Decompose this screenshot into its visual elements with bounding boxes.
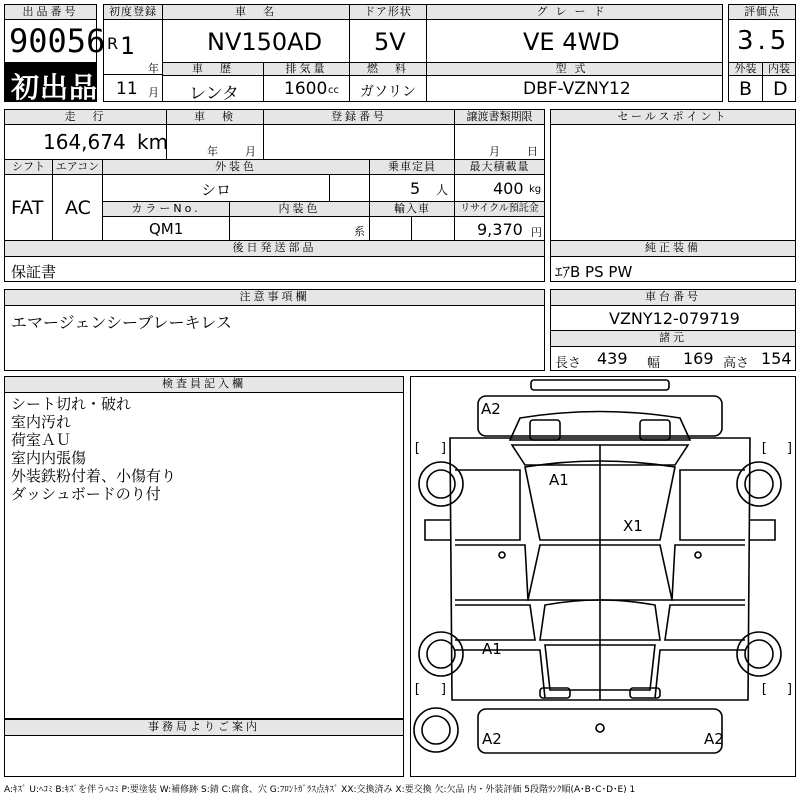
max-load: 400 — [493, 179, 524, 198]
exterior-header: 外装 — [728, 62, 763, 76]
office-header: 事務局よりご案内 — [4, 719, 404, 736]
door-type-cell — [349, 19, 427, 63]
reg-number-header: 登録番号 — [263, 109, 455, 125]
score-cell — [728, 19, 796, 63]
interior-grade: D — [773, 78, 788, 100]
inspector-note: 荷室ＡＵ — [11, 431, 72, 449]
capacity-cell: 5 人 — [369, 174, 455, 202]
genuine-equipment: ｴｱB PS PW — [555, 263, 633, 281]
fuel-cell — [349, 75, 427, 102]
notes: エマージェンシーブレーキレス — [11, 313, 232, 332]
notes-cell — [4, 305, 545, 371]
grade: VE 4WD — [523, 28, 620, 56]
recycle-cell: 9,370 円 — [454, 216, 545, 241]
sales-point-header: セールスポイント — [550, 109, 796, 125]
capacity-header: 乗車定員 — [369, 159, 455, 175]
aircon-cell — [52, 174, 103, 241]
svg-text:[: [ — [413, 441, 421, 456]
history-cell — [162, 75, 264, 102]
grade-cell — [426, 19, 723, 63]
damage-mark-a2-bottom-left: A2 — [482, 730, 502, 748]
first-registration-header: 初度登録 — [103, 4, 163, 20]
inspector-note: 外装鉄粉付着、小傷有り — [11, 467, 177, 485]
svg-text:[: [ — [760, 441, 768, 456]
reg-month-cell: 11 月 — [103, 74, 163, 102]
shift-header: シフト — [4, 159, 53, 175]
sales-point-cell — [550, 124, 796, 241]
inspection-header: 車 検 — [166, 109, 264, 125]
damage-mark-a1-lower: A1 — [482, 640, 502, 658]
chassis-number: VZNY12-079719 — [609, 309, 740, 328]
reg-era: R — [107, 34, 119, 53]
damage-mark-x1: X1 — [623, 517, 643, 535]
max-load-header: 最大積載量 — [454, 159, 545, 175]
inspector-header: 検査員記入欄 — [4, 376, 404, 393]
car-name-cell — [162, 19, 350, 63]
mileage-header: 走 行 — [4, 109, 167, 125]
office-cell — [4, 735, 404, 777]
aircon: AC — [65, 197, 91, 219]
svg-text:]: ] — [440, 441, 448, 456]
aircon-header: エアコン — [52, 159, 103, 175]
inspector-note: 室内内張傷 — [11, 449, 87, 467]
shift: FAT — [11, 197, 44, 219]
genuine-equip-cell — [550, 256, 796, 282]
svg-text:[: [ — [413, 682, 421, 697]
transfer-docs-header: 譲渡書類期限 — [454, 109, 545, 125]
lot-number: 90056 — [9, 22, 106, 60]
int-color-cell: 系 — [229, 216, 370, 241]
inspector-note: ダッシュボードのり付 — [11, 485, 161, 503]
svg-text:]: ] — [786, 682, 794, 697]
damage-mark-a2-bottom-right: A2 — [704, 730, 724, 748]
displacement-cell: 1600 cc — [263, 75, 350, 102]
recycle-header: リサイクル預託金 — [454, 201, 545, 217]
car-name-header: 車 名 — [162, 4, 350, 20]
ext-color: シロ — [201, 181, 232, 199]
damage-mark-a2-top: A2 — [481, 400, 501, 418]
inspector-note: シート切れ・破れ — [11, 395, 132, 413]
damage-diagram-frame — [410, 376, 796, 777]
history-header: 車 歴 — [162, 62, 264, 76]
fuel-header: 燃 料 — [349, 62, 427, 76]
mileage-cell: 164,674 km — [4, 124, 167, 160]
inspector-cell — [4, 392, 404, 719]
genuine-equip-header: 純正装備 — [550, 240, 796, 257]
fuel: ガソリン — [360, 84, 416, 100]
inspection-cell: 年 月 — [166, 124, 264, 160]
color-no-header: カラーNo. — [102, 201, 230, 217]
mileage: 164,674 — [43, 130, 126, 154]
model-code-cell — [426, 75, 723, 102]
year-unit: 年 — [148, 62, 159, 75]
svg-text:]: ] — [786, 441, 794, 456]
later-parts-header: 後日発送部品 — [4, 240, 545, 257]
color-no: QM1 — [149, 220, 184, 238]
grade-header: グレード — [426, 4, 723, 20]
height: 154 — [761, 349, 792, 368]
import-cell — [369, 216, 412, 241]
transfer-docs-cell: 月 日 — [454, 124, 545, 160]
legend: A:ｷｽﾞ U:ﾍｺﾐ B:ｷｽﾞを伴うﾍｺﾐ P:要塗装 W:補修跡 S:錆 C:腐食、穴 G:ﾌﾛﾝﾄｶﾞﾗｽ点ｷｽﾞ XX:交換済み X:要交換 欠:欠品 内・外装評価 5段階ﾗﾝｸ順(A･B･C･D･E) 1 — [4, 785, 636, 795]
recycle-fee: 9,370 — [477, 220, 523, 239]
dimensions-cell: 長さ 439 幅 169 高さ 154 — [550, 346, 796, 371]
width: 169 — [683, 349, 714, 368]
score-header: 評価点 — [728, 4, 796, 20]
int-color-header: 内装色 — [229, 201, 370, 217]
max-load-cell: 400 kg — [454, 174, 545, 202]
first-listing-badge: 初出品 — [4, 62, 97, 102]
door-type: 5V — [374, 28, 406, 56]
dimensions-header: 諸元 — [550, 330, 796, 347]
svg-text:[: [ — [760, 682, 768, 697]
car-name: NV150AD — [207, 28, 323, 56]
import-cell-2 — [411, 216, 455, 241]
chassis-header: 車台番号 — [550, 289, 796, 306]
import-header: 輸入車 — [369, 201, 455, 217]
interior-header: 内装 — [762, 62, 796, 76]
damage-mark-a1-upper: A1 — [549, 471, 569, 489]
displacement-header: 排気量 — [263, 62, 350, 76]
first-registration-cell — [103, 19, 163, 75]
lot-number-cell — [4, 19, 106, 63]
color-no-cell — [102, 216, 230, 241]
later-parts: 保証書 — [11, 263, 57, 281]
score: 3.5 — [737, 26, 791, 56]
lot-number-header: 出品番号 — [4, 4, 97, 20]
shift-cell — [4, 174, 53, 241]
reg-month: 11 — [116, 79, 138, 99]
chassis-cell — [550, 305, 796, 331]
later-parts-cell — [4, 256, 545, 282]
interior-grade-cell — [762, 75, 796, 102]
model-code: DBF-VZNY12 — [523, 79, 631, 99]
svg-text:]: ] — [440, 682, 448, 697]
inspector-note: 室内汚れ — [11, 413, 72, 431]
exterior-grade: B — [739, 78, 753, 100]
reg-year: 1 — [120, 32, 135, 60]
exterior-grade-cell — [728, 75, 763, 102]
notes-header: 注意事項欄 — [4, 289, 545, 306]
ext-color-header: 外装色 — [102, 159, 370, 175]
door-type-header: ドア形状 — [349, 4, 427, 20]
model-code-header: 型式 — [426, 62, 723, 76]
reg-number-cell — [263, 124, 455, 160]
ext-color-cell — [102, 174, 330, 202]
length: 439 — [597, 349, 628, 368]
ext-color-extra-cell — [329, 174, 370, 202]
capacity: 5 — [410, 179, 421, 198]
displacement: 1600 — [284, 79, 328, 99]
history: レンタ — [189, 84, 239, 104]
